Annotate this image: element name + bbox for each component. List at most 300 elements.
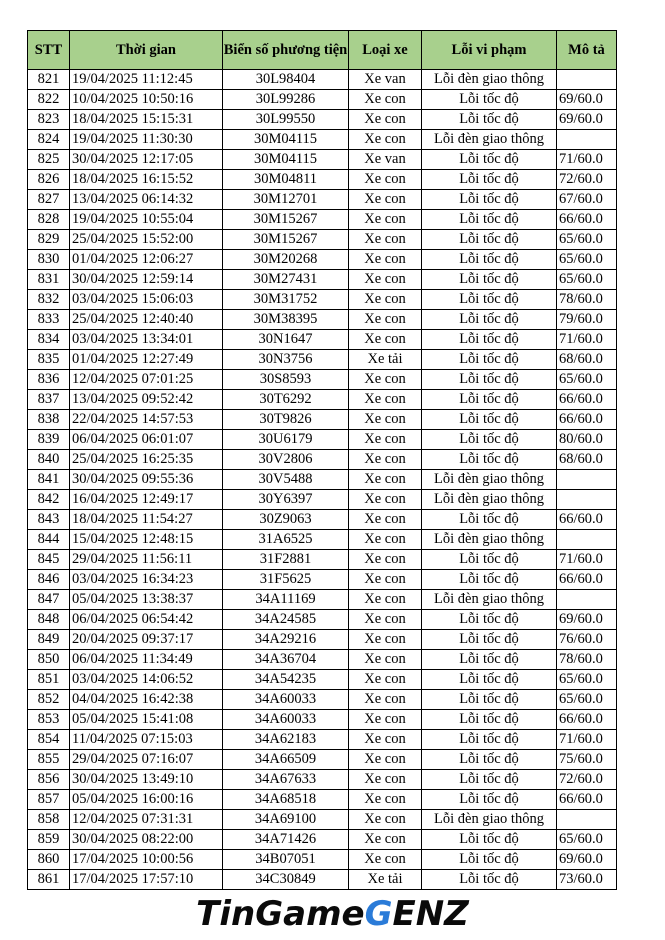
cell-time: 15/04/2025 12:48:15 bbox=[70, 530, 223, 550]
table-body bbox=[28, 70, 617, 890]
cell-time: 29/04/2025 11:56:11 bbox=[70, 550, 223, 570]
cell-violation: Lỗi tốc độ bbox=[422, 210, 557, 230]
cell-stt: 833 bbox=[28, 310, 70, 330]
cell-stt: 846 bbox=[28, 570, 70, 590]
cell-time: 22/04/2025 14:57:53 bbox=[70, 410, 223, 430]
cell-vehicle-type: Xe con bbox=[349, 290, 422, 310]
cell-stt: 832 bbox=[28, 290, 70, 310]
cell-plate: 30M38395 bbox=[223, 310, 349, 330]
cell-time: 19/04/2025 11:30:30 bbox=[70, 130, 223, 150]
cell-description: 66/60.0 bbox=[557, 210, 617, 230]
cell-plate: 31A6525 bbox=[223, 530, 349, 550]
cell-violation: Lỗi đèn giao thông bbox=[422, 490, 557, 510]
cell-time: 18/04/2025 16:15:52 bbox=[70, 170, 223, 190]
cell-violation: Lỗi tốc độ bbox=[422, 730, 557, 750]
header-vehicle-type: Loại xe bbox=[349, 31, 422, 70]
cell-description: 71/60.0 bbox=[557, 730, 617, 750]
cell-description: 66/60.0 bbox=[557, 510, 617, 530]
cell-description: 71/60.0 bbox=[557, 330, 617, 350]
cell-plate: 34A11169 bbox=[223, 590, 349, 610]
cell-description bbox=[557, 490, 617, 510]
cell-vehicle-type: Xe con bbox=[349, 730, 422, 750]
table-row bbox=[28, 650, 617, 670]
cell-violation: Lỗi đèn giao thông bbox=[422, 530, 557, 550]
cell-vehicle-type: Xe con bbox=[349, 630, 422, 650]
table-row bbox=[28, 450, 617, 470]
cell-stt: 835 bbox=[28, 350, 70, 370]
cell-stt: 861 bbox=[28, 870, 70, 890]
cell-vehicle-type: Xe con bbox=[349, 210, 422, 230]
cell-description: 65/60.0 bbox=[557, 370, 617, 390]
cell-stt: 851 bbox=[28, 670, 70, 690]
table-row bbox=[28, 370, 617, 390]
cell-plate: 34A66509 bbox=[223, 750, 349, 770]
cell-vehicle-type: Xe con bbox=[349, 570, 422, 590]
table-row bbox=[28, 530, 617, 550]
cell-violation: Lỗi tốc độ bbox=[422, 650, 557, 670]
cell-plate: 30M20268 bbox=[223, 250, 349, 270]
table-row bbox=[28, 770, 617, 790]
cell-violation: Lỗi tốc độ bbox=[422, 230, 557, 250]
cell-violation: Lỗi đèn giao thông bbox=[422, 70, 557, 90]
table-row bbox=[28, 330, 617, 350]
cell-violation: Lỗi tốc độ bbox=[422, 670, 557, 690]
cell-description: 65/60.0 bbox=[557, 250, 617, 270]
cell-time: 25/04/2025 15:52:00 bbox=[70, 230, 223, 250]
cell-stt: 855 bbox=[28, 750, 70, 770]
table-row bbox=[28, 550, 617, 570]
cell-vehicle-type: Xe con bbox=[349, 430, 422, 450]
watermark-text-main: TinGame bbox=[196, 894, 365, 934]
cell-description: 66/60.0 bbox=[557, 410, 617, 430]
table-row bbox=[28, 230, 617, 250]
table-row bbox=[28, 730, 617, 750]
cell-description: 66/60.0 bbox=[557, 710, 617, 730]
cell-vehicle-type: Xe con bbox=[349, 750, 422, 770]
cell-vehicle-type: Xe tải bbox=[349, 870, 422, 890]
cell-description: 68/60.0 bbox=[557, 350, 617, 370]
cell-description: 72/60.0 bbox=[557, 770, 617, 790]
cell-description bbox=[557, 470, 617, 490]
cell-violation: Lỗi tốc độ bbox=[422, 310, 557, 330]
cell-plate: 30L99286 bbox=[223, 90, 349, 110]
site-watermark-logo bbox=[0, 893, 665, 935]
cell-time: 30/04/2025 13:49:10 bbox=[70, 770, 223, 790]
cell-violation: Lỗi tốc độ bbox=[422, 150, 557, 170]
cell-plate: 30V5488 bbox=[223, 470, 349, 490]
cell-violation: Lỗi tốc độ bbox=[422, 830, 557, 850]
cell-description: 68/60.0 bbox=[557, 450, 617, 470]
cell-violation: Lỗi tốc độ bbox=[422, 90, 557, 110]
cell-stt: 829 bbox=[28, 230, 70, 250]
watermark-text-accent: G bbox=[364, 894, 393, 934]
cell-stt: 828 bbox=[28, 210, 70, 230]
cell-violation: Lỗi tốc độ bbox=[422, 510, 557, 530]
cell-stt: 841 bbox=[28, 470, 70, 490]
cell-time: 30/04/2025 09:55:36 bbox=[70, 470, 223, 490]
cell-vehicle-type: Xe con bbox=[349, 810, 422, 830]
cell-time: 30/04/2025 12:17:05 bbox=[70, 150, 223, 170]
cell-stt: 854 bbox=[28, 730, 70, 750]
cell-stt: 843 bbox=[28, 510, 70, 530]
cell-violation: Lỗi tốc độ bbox=[422, 110, 557, 130]
cell-time: 10/04/2025 10:50:16 bbox=[70, 90, 223, 110]
cell-violation: Lỗi đèn giao thông bbox=[422, 130, 557, 150]
cell-time: 18/04/2025 11:54:27 bbox=[70, 510, 223, 530]
cell-vehicle-type: Xe con bbox=[349, 850, 422, 870]
cell-description: 79/60.0 bbox=[557, 310, 617, 330]
header-time: Thời gian bbox=[70, 31, 223, 70]
cell-vehicle-type: Xe van bbox=[349, 70, 422, 90]
cell-description: 65/60.0 bbox=[557, 270, 617, 290]
cell-violation: Lỗi tốc độ bbox=[422, 270, 557, 290]
table-row bbox=[28, 290, 617, 310]
cell-stt: 836 bbox=[28, 370, 70, 390]
cell-plate: 30N3756 bbox=[223, 350, 349, 370]
cell-time: 01/04/2025 12:27:49 bbox=[70, 350, 223, 370]
cell-time: 19/04/2025 11:12:45 bbox=[70, 70, 223, 90]
table-row bbox=[28, 750, 617, 770]
cell-description: 73/60.0 bbox=[557, 870, 617, 890]
table-row bbox=[28, 130, 617, 150]
cell-stt: 849 bbox=[28, 630, 70, 650]
cell-description: 65/60.0 bbox=[557, 830, 617, 850]
cell-description bbox=[557, 130, 617, 150]
cell-violation: Lỗi tốc độ bbox=[422, 710, 557, 730]
cell-time: 12/04/2025 07:31:31 bbox=[70, 810, 223, 830]
cell-time: 25/04/2025 12:40:40 bbox=[70, 310, 223, 330]
cell-stt: 852 bbox=[28, 690, 70, 710]
cell-plate: 31F5625 bbox=[223, 570, 349, 590]
cell-plate: 30M15267 bbox=[223, 210, 349, 230]
cell-time: 04/04/2025 16:42:38 bbox=[70, 690, 223, 710]
cell-violation: Lỗi tốc độ bbox=[422, 550, 557, 570]
table-row bbox=[28, 470, 617, 490]
cell-violation: Lỗi tốc độ bbox=[422, 770, 557, 790]
cell-plate: 30M27431 bbox=[223, 270, 349, 290]
table-row bbox=[28, 110, 617, 130]
cell-plate: 30Z9063 bbox=[223, 510, 349, 530]
cell-description: 71/60.0 bbox=[557, 150, 617, 170]
cell-time: 30/04/2025 12:59:14 bbox=[70, 270, 223, 290]
table-row bbox=[28, 490, 617, 510]
cell-stt: 844 bbox=[28, 530, 70, 550]
cell-vehicle-type: Xe con bbox=[349, 610, 422, 630]
cell-time: 05/04/2025 16:00:16 bbox=[70, 790, 223, 810]
table-row bbox=[28, 170, 617, 190]
cell-violation: Lỗi đèn giao thông bbox=[422, 590, 557, 610]
cell-plate: 34A24585 bbox=[223, 610, 349, 630]
cell-description: 75/60.0 bbox=[557, 750, 617, 770]
header-violation: Lỗi vi phạm bbox=[422, 31, 557, 70]
cell-description bbox=[557, 810, 617, 830]
cell-vehicle-type: Xe con bbox=[349, 470, 422, 490]
cell-stt: 859 bbox=[28, 830, 70, 850]
cell-time: 19/04/2025 10:55:04 bbox=[70, 210, 223, 230]
cell-stt: 826 bbox=[28, 170, 70, 190]
table-row bbox=[28, 410, 617, 430]
cell-plate: 34A68518 bbox=[223, 790, 349, 810]
cell-vehicle-type: Xe con bbox=[349, 650, 422, 670]
cell-vehicle-type: Xe van bbox=[349, 150, 422, 170]
cell-plate: 30L98404 bbox=[223, 70, 349, 90]
cell-violation: Lỗi tốc độ bbox=[422, 330, 557, 350]
cell-violation: Lỗi tốc độ bbox=[422, 790, 557, 810]
cell-violation: Lỗi tốc độ bbox=[422, 750, 557, 770]
cell-plate: 30M04115 bbox=[223, 130, 349, 150]
cell-stt: 831 bbox=[28, 270, 70, 290]
cell-time: 03/04/2025 13:34:01 bbox=[70, 330, 223, 350]
cell-vehicle-type: Xe con bbox=[349, 310, 422, 330]
cell-violation: Lỗi tốc độ bbox=[422, 410, 557, 430]
cell-plate: 34A69100 bbox=[223, 810, 349, 830]
cell-stt: 824 bbox=[28, 130, 70, 150]
cell-vehicle-type: Xe con bbox=[349, 450, 422, 470]
cell-plate: 30M15267 bbox=[223, 230, 349, 250]
cell-stt: 838 bbox=[28, 410, 70, 430]
cell-vehicle-type: Xe con bbox=[349, 230, 422, 250]
cell-time: 03/04/2025 14:06:52 bbox=[70, 670, 223, 690]
cell-violation: Lỗi tốc độ bbox=[422, 450, 557, 470]
cell-vehicle-type: Xe con bbox=[349, 770, 422, 790]
cell-stt: 856 bbox=[28, 770, 70, 790]
cell-vehicle-type: Xe con bbox=[349, 190, 422, 210]
cell-description: 66/60.0 bbox=[557, 570, 617, 590]
cell-time: 13/04/2025 06:14:32 bbox=[70, 190, 223, 210]
cell-stt: 821 bbox=[28, 70, 70, 90]
cell-vehicle-type: Xe con bbox=[349, 530, 422, 550]
cell-time: 25/04/2025 16:25:35 bbox=[70, 450, 223, 470]
cell-time: 17/04/2025 17:57:10 bbox=[70, 870, 223, 890]
table-row bbox=[28, 830, 617, 850]
cell-description: 69/60.0 bbox=[557, 90, 617, 110]
violations-table bbox=[27, 30, 617, 890]
cell-time: 12/04/2025 07:01:25 bbox=[70, 370, 223, 390]
cell-vehicle-type: Xe con bbox=[349, 170, 422, 190]
cell-time: 05/04/2025 15:41:08 bbox=[70, 710, 223, 730]
cell-time: 03/04/2025 16:34:23 bbox=[70, 570, 223, 590]
cell-vehicle-type: Xe con bbox=[349, 330, 422, 350]
cell-stt: 823 bbox=[28, 110, 70, 130]
cell-plate: 30V2806 bbox=[223, 450, 349, 470]
cell-vehicle-type: Xe con bbox=[349, 250, 422, 270]
cell-plate: 30Y6397 bbox=[223, 490, 349, 510]
cell-violation: Lỗi tốc độ bbox=[422, 610, 557, 630]
cell-description bbox=[557, 590, 617, 610]
table-row bbox=[28, 510, 617, 530]
cell-stt: 857 bbox=[28, 790, 70, 810]
cell-violation: Lỗi tốc độ bbox=[422, 190, 557, 210]
cell-vehicle-type: Xe con bbox=[349, 790, 422, 810]
cell-stt: 858 bbox=[28, 810, 70, 830]
cell-plate: 34C30849 bbox=[223, 870, 349, 890]
cell-time: 16/04/2025 12:49:17 bbox=[70, 490, 223, 510]
cell-time: 03/04/2025 15:06:03 bbox=[70, 290, 223, 310]
cell-plate: 30N1647 bbox=[223, 330, 349, 350]
cell-description: 78/60.0 bbox=[557, 290, 617, 310]
cell-plate: 30M12701 bbox=[223, 190, 349, 210]
cell-description: 76/60.0 bbox=[557, 630, 617, 650]
cell-description: 80/60.0 bbox=[557, 430, 617, 450]
cell-vehicle-type: Xe con bbox=[349, 410, 422, 430]
cell-vehicle-type: Xe con bbox=[349, 510, 422, 530]
cell-violation: Lỗi tốc độ bbox=[422, 690, 557, 710]
table-row bbox=[28, 90, 617, 110]
table-row bbox=[28, 590, 617, 610]
cell-description: 71/60.0 bbox=[557, 550, 617, 570]
cell-time: 06/04/2025 06:54:42 bbox=[70, 610, 223, 630]
cell-time: 20/04/2025 09:37:17 bbox=[70, 630, 223, 650]
cell-plate: 34A60033 bbox=[223, 710, 349, 730]
header-description: Mô tả bbox=[557, 31, 617, 70]
cell-plate: 30U6179 bbox=[223, 430, 349, 450]
cell-plate: 34A54235 bbox=[223, 670, 349, 690]
cell-violation: Lỗi tốc độ bbox=[422, 870, 557, 890]
cell-description bbox=[557, 530, 617, 550]
cell-description: 72/60.0 bbox=[557, 170, 617, 190]
cell-vehicle-type: Xe tải bbox=[349, 350, 422, 370]
cell-stt: 853 bbox=[28, 710, 70, 730]
cell-time: 06/04/2025 06:01:07 bbox=[70, 430, 223, 450]
cell-violation: Lỗi tốc độ bbox=[422, 630, 557, 650]
header-row bbox=[28, 31, 617, 70]
cell-plate: 30L99550 bbox=[223, 110, 349, 130]
cell-vehicle-type: Xe con bbox=[349, 130, 422, 150]
watermark-text-end: ENZ bbox=[392, 894, 469, 934]
table-row bbox=[28, 810, 617, 830]
cell-stt: 848 bbox=[28, 610, 70, 630]
cell-vehicle-type: Xe con bbox=[349, 590, 422, 610]
table-row bbox=[28, 70, 617, 90]
cell-vehicle-type: Xe con bbox=[349, 670, 422, 690]
cell-description: 67/60.0 bbox=[557, 190, 617, 210]
table-row bbox=[28, 690, 617, 710]
table-row bbox=[28, 630, 617, 650]
cell-description: 69/60.0 bbox=[557, 610, 617, 630]
cell-stt: 827 bbox=[28, 190, 70, 210]
cell-plate: 30M31752 bbox=[223, 290, 349, 310]
table-row bbox=[28, 310, 617, 330]
table-header bbox=[28, 31, 617, 70]
cell-stt: 860 bbox=[28, 850, 70, 870]
cell-vehicle-type: Xe con bbox=[349, 390, 422, 410]
cell-time: 06/04/2025 11:34:49 bbox=[70, 650, 223, 670]
table-row bbox=[28, 350, 617, 370]
cell-stt: 842 bbox=[28, 490, 70, 510]
cell-description: 69/60.0 bbox=[557, 850, 617, 870]
cell-violation: Lỗi tốc độ bbox=[422, 250, 557, 270]
cell-violation: Lỗi tốc độ bbox=[422, 390, 557, 410]
cell-description: 65/60.0 bbox=[557, 690, 617, 710]
cell-violation: Lỗi đèn giao thông bbox=[422, 810, 557, 830]
cell-time: 11/04/2025 07:15:03 bbox=[70, 730, 223, 750]
cell-plate: 34A36704 bbox=[223, 650, 349, 670]
cell-plate: 34B07051 bbox=[223, 850, 349, 870]
header-stt: STT bbox=[28, 31, 70, 70]
cell-plate: 34A29216 bbox=[223, 630, 349, 650]
cell-violation: Lỗi đèn giao thông bbox=[422, 470, 557, 490]
cell-stt: 834 bbox=[28, 330, 70, 350]
cell-plate: 34A62183 bbox=[223, 730, 349, 750]
table-row bbox=[28, 430, 617, 450]
cell-time: 05/04/2025 13:38:37 bbox=[70, 590, 223, 610]
cell-vehicle-type: Xe con bbox=[349, 830, 422, 850]
cell-violation: Lỗi tốc độ bbox=[422, 350, 557, 370]
cell-plate: 30M04811 bbox=[223, 170, 349, 190]
cell-vehicle-type: Xe con bbox=[349, 690, 422, 710]
header-plate: Biển số phương tiện bbox=[223, 31, 349, 70]
cell-violation: Lỗi tốc độ bbox=[422, 370, 557, 390]
table-row bbox=[28, 190, 617, 210]
cell-stt: 845 bbox=[28, 550, 70, 570]
table-row bbox=[28, 150, 617, 170]
table-row bbox=[28, 870, 617, 890]
cell-plate: 30M04115 bbox=[223, 150, 349, 170]
table-row bbox=[28, 390, 617, 410]
cell-stt: 847 bbox=[28, 590, 70, 610]
cell-time: 17/04/2025 10:00:56 bbox=[70, 850, 223, 870]
cell-time: 30/04/2025 08:22:00 bbox=[70, 830, 223, 850]
cell-vehicle-type: Xe con bbox=[349, 90, 422, 110]
cell-vehicle-type: Xe con bbox=[349, 270, 422, 290]
cell-vehicle-type: Xe con bbox=[349, 110, 422, 130]
cell-description: 66/60.0 bbox=[557, 790, 617, 810]
table-row bbox=[28, 850, 617, 870]
cell-stt: 839 bbox=[28, 430, 70, 450]
table-row bbox=[28, 610, 617, 630]
cell-description: 78/60.0 bbox=[557, 650, 617, 670]
cell-description: 69/60.0 bbox=[557, 110, 617, 130]
cell-violation: Lỗi tốc độ bbox=[422, 290, 557, 310]
table-row bbox=[28, 210, 617, 230]
table-row bbox=[28, 670, 617, 690]
table-row bbox=[28, 790, 617, 810]
cell-stt: 830 bbox=[28, 250, 70, 270]
cell-plate: 30T9826 bbox=[223, 410, 349, 430]
cell-stt: 822 bbox=[28, 90, 70, 110]
cell-time: 29/04/2025 07:16:07 bbox=[70, 750, 223, 770]
cell-description bbox=[557, 70, 617, 90]
table-row bbox=[28, 570, 617, 590]
table-row bbox=[28, 710, 617, 730]
cell-stt: 850 bbox=[28, 650, 70, 670]
cell-plate: 34A71426 bbox=[223, 830, 349, 850]
cell-stt: 840 bbox=[28, 450, 70, 470]
cell-time: 18/04/2025 15:15:31 bbox=[70, 110, 223, 130]
cell-description: 65/60.0 bbox=[557, 230, 617, 250]
cell-violation: Lỗi tốc độ bbox=[422, 170, 557, 190]
cell-violation: Lỗi tốc độ bbox=[422, 570, 557, 590]
cell-time: 01/04/2025 12:06:27 bbox=[70, 250, 223, 270]
cell-plate: 31F2881 bbox=[223, 550, 349, 570]
cell-time: 13/04/2025 09:52:42 bbox=[70, 390, 223, 410]
cell-vehicle-type: Xe con bbox=[349, 370, 422, 390]
cell-plate: 30S8593 bbox=[223, 370, 349, 390]
cell-vehicle-type: Xe con bbox=[349, 490, 422, 510]
cell-vehicle-type: Xe con bbox=[349, 550, 422, 570]
cell-violation: Lỗi tốc độ bbox=[422, 430, 557, 450]
cell-plate: 30T6292 bbox=[223, 390, 349, 410]
table-row bbox=[28, 250, 617, 270]
table-row bbox=[28, 270, 617, 290]
cell-description: 65/60.0 bbox=[557, 670, 617, 690]
cell-plate: 34A60033 bbox=[223, 690, 349, 710]
cell-stt: 825 bbox=[28, 150, 70, 170]
cell-stt: 837 bbox=[28, 390, 70, 410]
cell-vehicle-type: Xe con bbox=[349, 710, 422, 730]
cell-violation: Lỗi tốc độ bbox=[422, 850, 557, 870]
cell-plate: 34A67633 bbox=[223, 770, 349, 790]
